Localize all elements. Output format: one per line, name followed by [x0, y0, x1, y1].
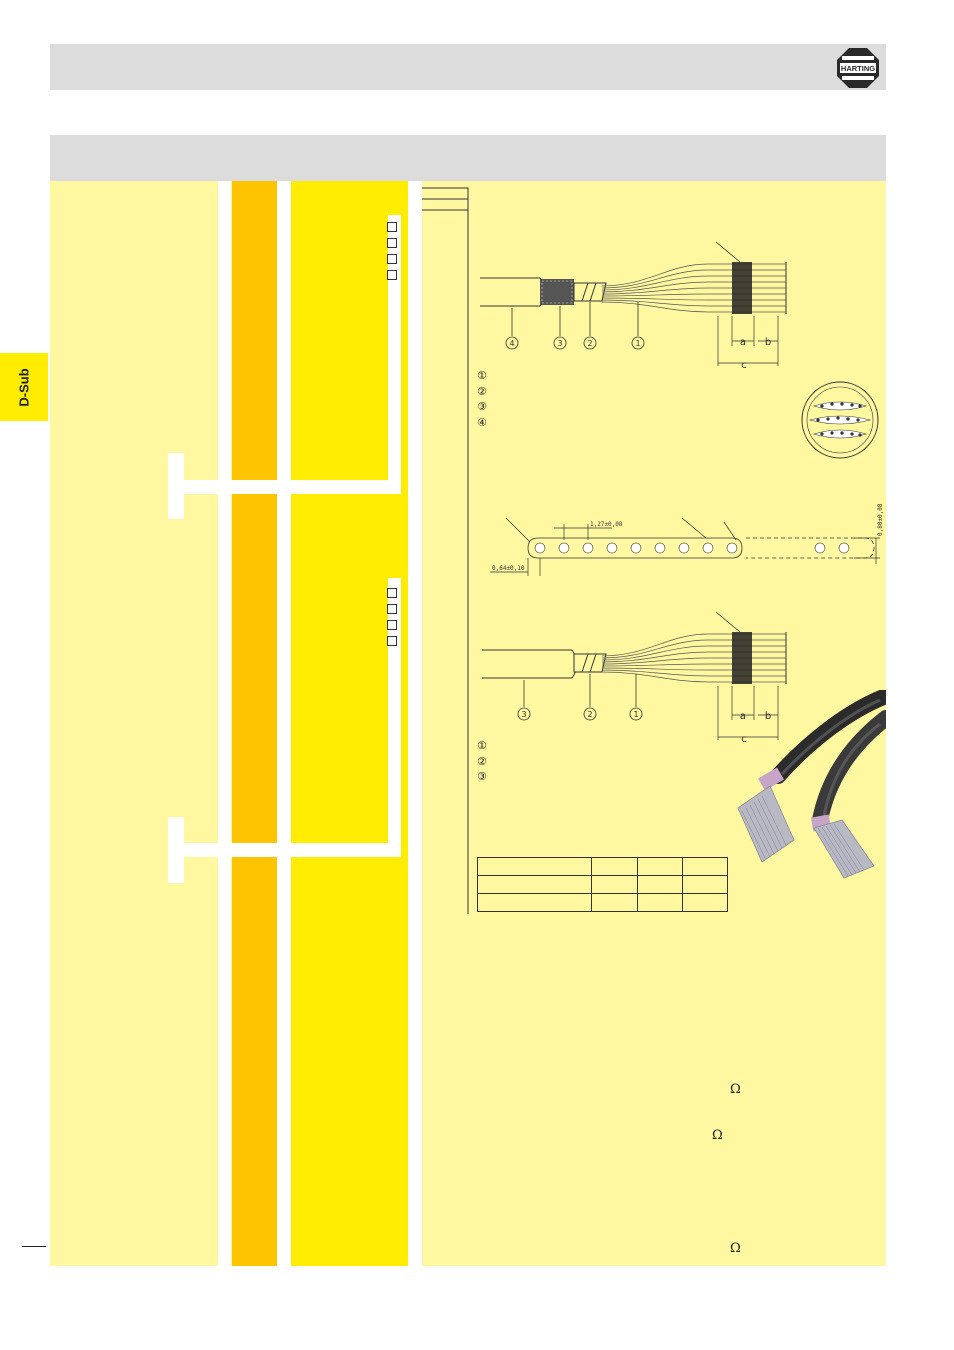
- checkbox[interactable]: [387, 604, 397, 614]
- legend-number: ①: [477, 369, 487, 382]
- table-cell: [638, 858, 683, 876]
- checkbox[interactable]: [387, 238, 397, 248]
- checkbox[interactable]: [387, 636, 397, 646]
- header-bar: [50, 44, 886, 90]
- table-row: [478, 894, 728, 912]
- table-cell: [592, 894, 638, 912]
- table-cell: [683, 858, 728, 876]
- orange-column: [232, 181, 277, 1266]
- ohm-unit: Ω: [730, 1082, 741, 1097]
- table-cell: [478, 894, 592, 912]
- checkbox[interactable]: [387, 588, 397, 598]
- logo-text: HARTING: [840, 64, 876, 73]
- ohm-unit: Ω: [712, 1128, 723, 1143]
- legend-number: ③: [477, 400, 487, 413]
- bracket-lower-stub: [168, 817, 184, 883]
- dim-label: b: [764, 337, 772, 348]
- legend-number: ③: [477, 770, 487, 783]
- side-tab-label: D-Sub: [16, 367, 32, 407]
- table-row: [478, 858, 728, 876]
- checkbox[interactable]: [387, 620, 397, 630]
- callout-label: 3: [521, 710, 527, 719]
- dim-label: a: [739, 711, 747, 722]
- table-cell: [683, 876, 728, 894]
- callout-label: 2: [587, 339, 593, 348]
- bracket-upper-stub: [168, 453, 184, 519]
- harting-logo: [836, 47, 880, 89]
- legend-number: ④: [477, 415, 487, 429]
- checkbox[interactable]: [387, 270, 397, 280]
- bracket-lower-bar: [184, 843, 400, 857]
- height-label: 0,80±0,08: [877, 503, 884, 536]
- checkbox[interactable]: [387, 254, 397, 264]
- callout-label: 3: [557, 339, 563, 348]
- table-row: [478, 876, 728, 894]
- section-bar: [50, 135, 886, 181]
- round-cable-section: [800, 380, 880, 460]
- legend-upper: [477, 368, 487, 430]
- callout-label: 4: [509, 339, 515, 348]
- dim-label: a: [739, 337, 747, 348]
- braid-shield: [540, 279, 574, 305]
- checkbox[interactable]: [387, 222, 397, 232]
- table-cell: [638, 894, 683, 912]
- spec-table: [477, 857, 728, 912]
- callout-label: 2: [587, 710, 593, 719]
- table-cell: [478, 858, 592, 876]
- table-cell: [638, 876, 683, 894]
- thickness-label: 0,64±0,10: [492, 565, 525, 572]
- legend-number: ②: [477, 384, 487, 398]
- ribbon-cross-section: [484, 496, 884, 580]
- callout-label: 1: [635, 339, 641, 348]
- ohm-unit: Ω: [730, 1241, 741, 1256]
- dim-label: b: [764, 711, 772, 722]
- checkbox-group-upper: [387, 222, 397, 280]
- table-cell: [683, 894, 728, 912]
- legend-number: ①: [477, 739, 487, 752]
- bracket-upper-bar: [184, 480, 400, 494]
- dim-label: c: [741, 360, 747, 370]
- divider-left: [218, 181, 231, 1266]
- callout-label: 1: [633, 710, 639, 719]
- checkbox-group-lower: [387, 588, 397, 646]
- legend-number: ②: [477, 754, 487, 768]
- divider-mid: [277, 181, 291, 1266]
- shielded-cable-drawing: [478, 240, 788, 370]
- footer-rule: [22, 1246, 46, 1247]
- drawing-frame: [420, 186, 472, 916]
- cable-photo: [730, 690, 886, 882]
- table-cell: [592, 858, 638, 876]
- pitch-label: 1,27±0,08: [590, 521, 623, 528]
- table-cell: [478, 876, 592, 894]
- dim-label: c: [741, 734, 747, 745]
- table-cell: [592, 876, 638, 894]
- side-tab-label-wrap: [0, 353, 48, 421]
- legend-lower: [477, 738, 487, 785]
